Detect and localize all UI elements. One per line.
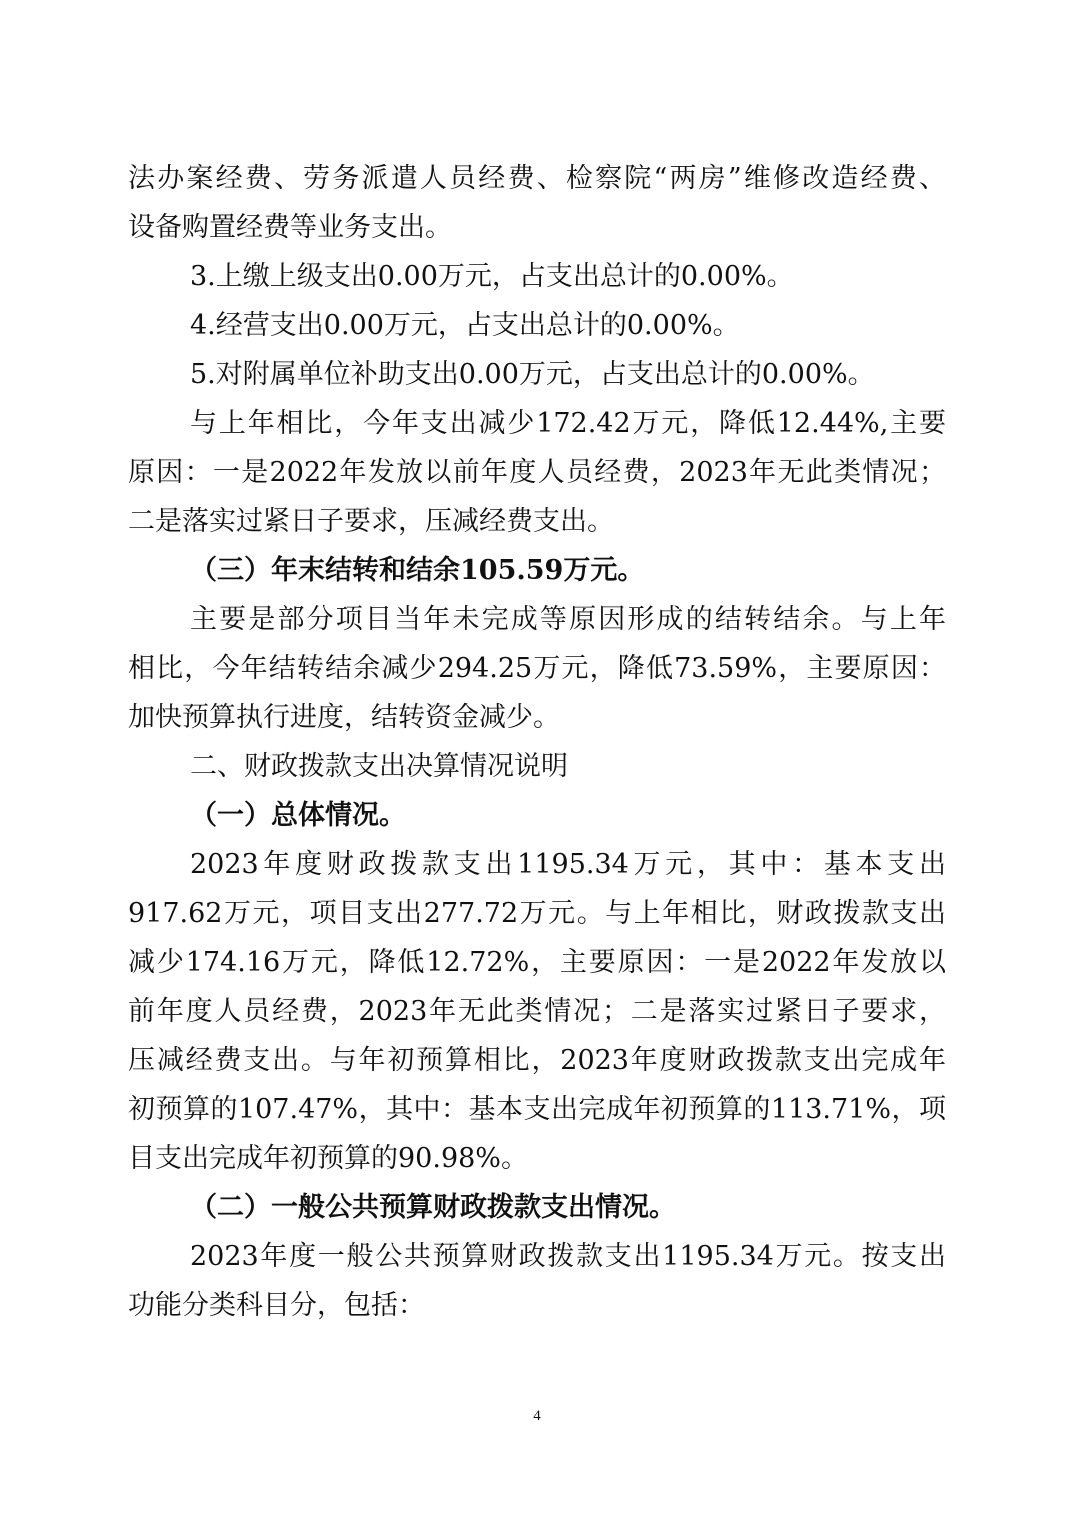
- paragraph-line: 相比，今年结转结余减少294.25万元，降低73.59%，主要原因：: [128, 653, 946, 684]
- section-heading: （一）总体情况。: [190, 800, 406, 831]
- paragraph-line: 加快预算执行进度，结转资金减少。: [128, 702, 560, 733]
- document-body: [128, 154, 946, 1330]
- paragraph-line: 功能分类科目分，包括：: [128, 1290, 425, 1321]
- paragraph-line: 3.上缴上级支出0.00万元，占支出总计的0.00%。: [190, 261, 794, 292]
- paragraph-line: 原因：一是2022年发放以前年度人员经费，2023年无此类情况；: [128, 457, 946, 488]
- paragraph-line: 目支出完成年初预算的90.98%。: [128, 1143, 528, 1174]
- paragraph-line: 与上年相比，今年支出减少172.42万元，降低12.44%,主要: [190, 408, 946, 439]
- paragraph-line: 4.经营支出0.00万元，占支出总计的0.00%。: [190, 310, 740, 341]
- paragraph-line: 减少174.16万元，降低12.72%，主要原因：一是2022年发放以: [128, 947, 946, 978]
- paragraph-line: 2023年度财政拨款支出1195.34万元，其中：基本支出: [190, 849, 946, 880]
- section-heading: （三）年末结转和结余105.59万元。: [190, 555, 645, 586]
- paragraph-line: 917.62万元，项目支出277.72万元。与上年相比，财政拨款支出: [128, 898, 946, 929]
- paragraph-line: 设备购置经费等业务支出。: [128, 212, 452, 243]
- paragraph-line: 2023年度一般公共预算财政拨款支出1195.34万元。按支出: [190, 1241, 946, 1272]
- section-heading: 二、财政拨款支出决算情况说明: [190, 751, 568, 782]
- paragraph-line: 法办案经费、劳务派遣人员经费、检察院“两房”维修改造经费、: [128, 163, 946, 194]
- paragraph-line: 压减经费支出。与年初预算相比，2023年度财政拨款支出完成年: [128, 1045, 946, 1076]
- page-number: 4: [533, 1408, 541, 1424]
- paragraph-line: 前年度人员经费，2023年无此类情况；二是落实过紧日子要求，: [128, 996, 946, 1027]
- section-heading: （二）一般公共预算财政拨款支出情况。: [190, 1192, 676, 1223]
- paragraph-line: 主要是部分项目当年未完成等原因形成的结转结余。与上年: [190, 604, 946, 635]
- paragraph-line: 二是落实过紧日子要求，压减经费支出。: [128, 506, 614, 537]
- paragraph-line: 初预算的107.47%，其中：基本支出完成年初预算的113.71%，项: [128, 1094, 946, 1125]
- paragraph-line: 5.对附属单位补助支出0.00万元，占支出总计的0.00%。: [190, 359, 875, 390]
